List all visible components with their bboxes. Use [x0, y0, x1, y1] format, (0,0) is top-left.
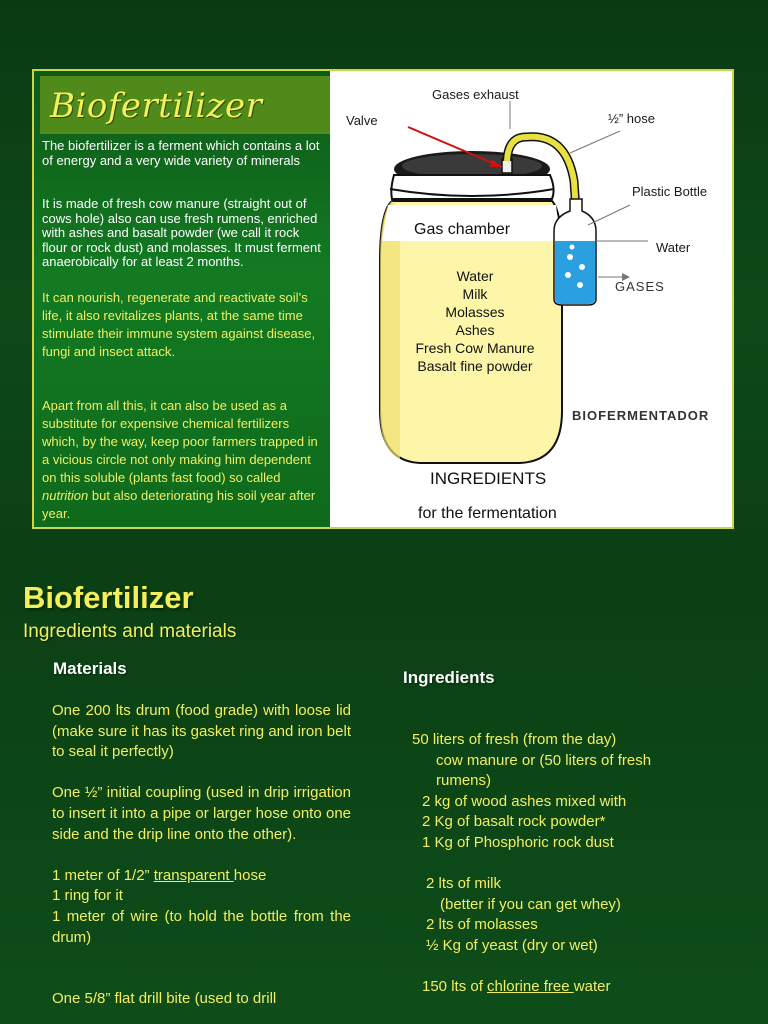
para4-text: Apart from all this, it can also be used as a substitute for expensive chemical fertilizers which, by the way, keep poor farmers trapped in a vicious circle not only making him dependent on this soluble (plants fast food) so called [42, 398, 318, 485]
ingredient-line: 2 Kg of basalt rock powder* [422, 813, 606, 831]
material-hose [52, 866, 351, 887]
material-drill-bit: One 5/8” flat drill bite (used to drill [52, 990, 277, 1008]
paragraph-ferment: The biofertilizer is a ferment which contains a lot of energy and a very wide variety of minerals [42, 138, 320, 168]
content-item: Milk [462, 286, 488, 302]
ingredient-line: 2 lts of milk [426, 875, 502, 893]
label-gases: GASES [615, 279, 665, 294]
slide-biofertilizer-diagram [32, 69, 734, 529]
para4-text-end: but also deteriorating his soil year after year. [42, 488, 316, 521]
hose-text: 1 meter of 1/2” [52, 866, 154, 884]
water-text-end: water [573, 978, 611, 996]
caption-fermentation: for the fermentation [418, 505, 557, 522]
bubble [579, 264, 585, 270]
label-hose: ½” hose [608, 111, 655, 126]
bubble [577, 282, 583, 288]
material-drum: One 200 lts drum (food grade) with loose lid (make sure it has its gasket ring and iron belt to seal it perfectly) [52, 702, 351, 761]
chlorine-free-underlined: chlorine free [487, 978, 574, 996]
water-text: 150 lts of [422, 978, 488, 996]
ingredient-line: (better if you can get whey) [440, 895, 621, 913]
content-item: Molasses [445, 304, 505, 320]
content-item: Fresh Cow Manure [415, 340, 535, 356]
text-panel [34, 71, 330, 527]
slide2-subtitle: Ingredients and materials [23, 621, 237, 642]
ingredient-line: 1 Kg of Phosphoric rock dust [422, 833, 614, 851]
ingredient-line: 2 kg of wood ashes mixed with [422, 792, 627, 810]
paragraph-made-of: It is made of fresh cow manure (straight out of cows hole) also can use fresh rumens, enriched with ashes and basalt powder (we call it rock flour or rock dust) and molasses. It must ferment anaerobically for at least 2 months. [42, 196, 321, 269]
paragraph-nourish: It can nourish, regenerate and reactivate soil’s life, it also revitalizes plants, at the same time stimulate their immune system against disease, fungi and insect attack. [42, 290, 316, 359]
materials-heading: Materials [53, 659, 127, 678]
nutrition-emphasis: nutrition [42, 488, 89, 503]
ingredient-line: rumens) [436, 772, 492, 790]
diagram-panel [330, 71, 732, 527]
materials-list [52, 701, 351, 1010]
ingredient-water [412, 977, 752, 998]
drum-contents-list [400, 267, 550, 375]
bottle-pointer [588, 205, 630, 225]
ingredient-line: 50 liters of fresh (from the day) [412, 731, 617, 748]
transparent-underlined: transparent [153, 866, 234, 884]
bubble [570, 245, 575, 250]
content-item: Basalt fine powder [417, 358, 533, 374]
ingredient-line: ½ Kg of yeast (dry or wet) [426, 936, 598, 954]
bubble [565, 272, 571, 278]
material-wire: 1 meter of wire (to hold the bottle from the drum) [52, 907, 351, 946]
label-plastic-bottle: Plastic Bottle [632, 184, 708, 199]
material-ring: 1 ring for it [52, 887, 123, 905]
ingredient-line: cow manure or (50 liters of fresh [436, 751, 652, 769]
caption-ingredients: INGREDIENTS [430, 469, 547, 488]
label-biofermentador: BIOFERMENTADOR [572, 408, 710, 423]
label-water: Water [656, 240, 691, 255]
content-item: Water [456, 268, 494, 284]
label-gases-exhaust: Gases exhaust [432, 87, 519, 102]
ingredients-list [412, 730, 752, 998]
ingredients-heading: Ingredients [403, 668, 495, 687]
label-gas-chamber: Gas chamber [414, 221, 511, 238]
bubble [567, 254, 573, 260]
ingredient-line: 2 lts of molasses [426, 916, 538, 934]
paragraph-substitute [42, 397, 326, 523]
label-valve: Valve [346, 113, 378, 128]
material-coupling: One ½” initial coupling (used in drip irrigation to insert it into a pipe or larger hose onto one side and the drip line onto the other). [52, 784, 351, 843]
hose-text-end: hose [233, 866, 267, 884]
bottle-water [555, 241, 595, 304]
content-item: Ashes [455, 322, 495, 338]
slide1-title: Biofertilizer [50, 86, 263, 126]
hose-pointer [570, 131, 620, 153]
slide2-title: Biofertilizer [23, 580, 194, 615]
title-banner [40, 76, 330, 134]
